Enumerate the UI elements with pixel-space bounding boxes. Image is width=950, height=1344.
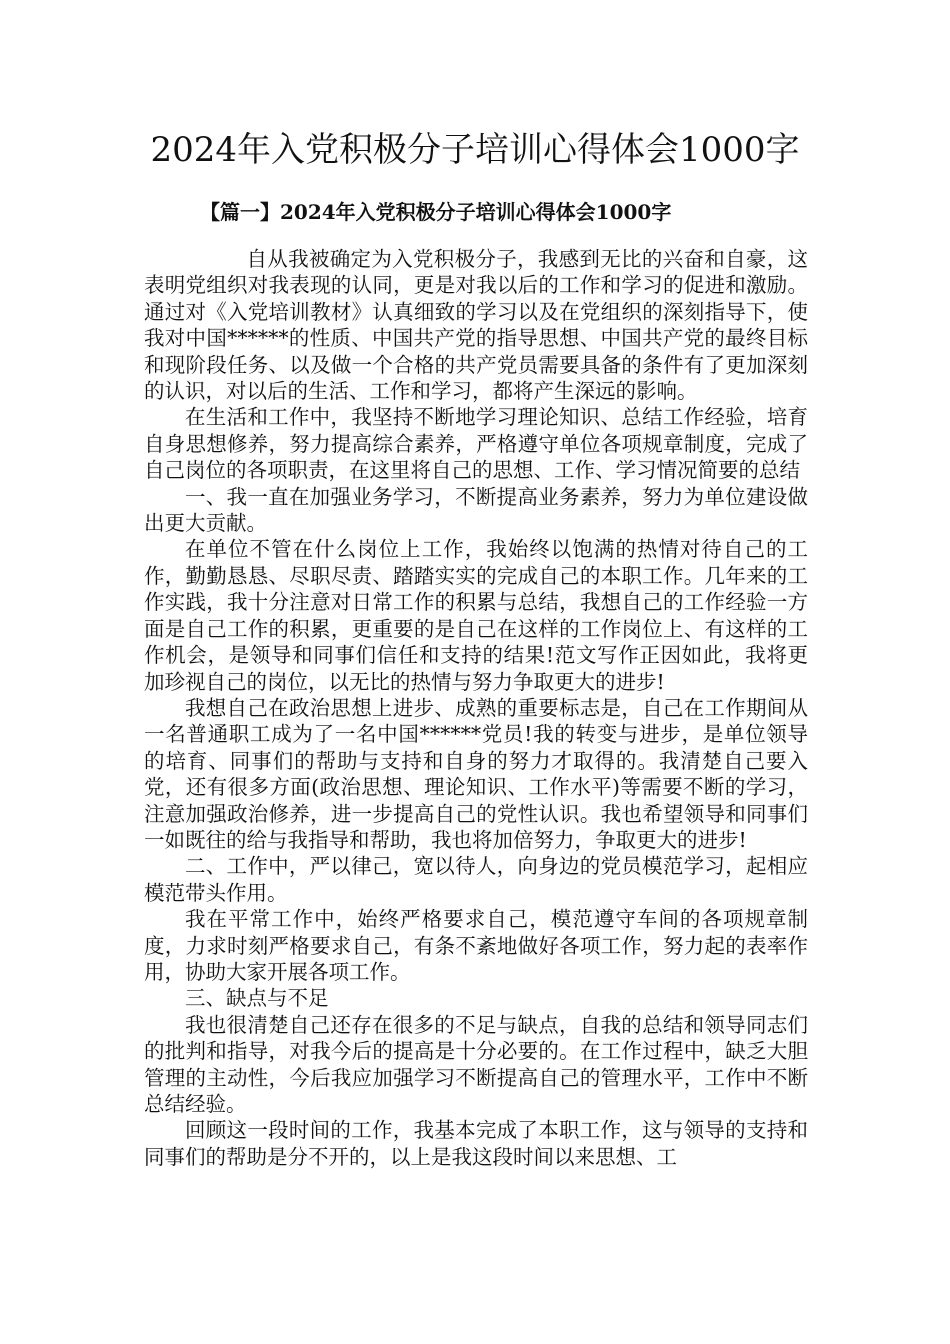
paragraph: 我在平常工作中，始终严格要求自己，模范遵守车间的各项规章制度，力求时刻严格要求自己，有条不紊地做好各项工作，努力起的表率作用，协助大家开展各项工作。: [144, 907, 808, 984]
paragraph: 一、我一直在加强业务学习，不断提高业务素养，努力为单位建设做出更大贡献。: [144, 484, 808, 536]
document-title: 2024年入党积极分子培训心得体会1000字: [150, 130, 800, 170]
section-heading: 【篇一】2024年入党积极分子培训心得体会1000字: [200, 200, 672, 224]
paragraph: 二、工作中，严以律己，宽以待人，向身边的党员模范学习，起相应模范带头作用。: [144, 854, 808, 905]
paragraph: 我也很清楚自己还存在很多的不足与缺点，自我的总结和领导同志们的批判和指导，对我今后的提高是十分必要的。在工作过程中，缺乏大胆管理的主动性，今后我应加强学习不断提高自己的管理水平，工作中不断总结经验。: [144, 1012, 808, 1116]
paragraph: 在生活和工作中，我坚持不断地学习理论知识、总结工作经验，培育自身思想修养，努力提高综合素养，严格遵守单位各项规章制度，完成了自己岗位的各项职责，在这里将自己的思想、工作、学习情况简要的总结: [144, 405, 808, 483]
paragraph: 在单位不管在什么岗位上工作，我始终以饱满的热情对待自己的工作，勤勤恳恳、尽职尽责、踏踏实实的完成自己的本职工作。几年来的工作实践，我十分注意对日常工作的积累与总结，我想自己的工作经验一方面是自己工作的积累，更重要的是自己在这样的工作岗位上、有这样的工作机会，是领导和同事们信任和支持的结果!范文写作正因如此，我将更加珍视自己的岗位，以无比的热情与努力争取更大的进步!: [144, 537, 808, 694]
paragraph: 回顾这一段时间的工作，我基本完成了本职工作，这与领导的支持和同事们的帮助是分不开的，以上是我这段时间以来思想、工: [144, 1118, 808, 1169]
paragraph: 我想自己在政治思想上进步、成熟的重要标志是，自己在工作期间从一名普通职工成为了一名中国******党员!我的转变与进步，是单位领导的培育、同事们的帮助与支持和自身的努力才取得的。我清楚自己要入党，还有很多方面(政治思想、理论知识、工作水平)等需要不断的学习，注意加强政治修养，进一步提高自己的党性认识。我也希望领导和同事们一如既往的给与我指导和帮助，我也将加倍努力，争取更大的进步!: [144, 695, 808, 852]
paragraph: 三、缺点与不足: [185, 986, 329, 1011]
document-body: [144, 246, 808, 1170]
paragraph: 自从我被确定为入党积极分子，我感到无比的兴奋和自豪，这表明党组织对我表现的认同，更是对我以后的工作和学习的促进和激励。通过对《入党培训教材》认真细致的学习以及在党组织的深刻指导下，使我对中国******的性质、中国共产党的指导思想、中国共产党的最终目标和现阶段任务、以及做一个合格的共产党员需要具备的条件有了更加深刻的认识，对以后的生活、工作和学习，都将产生深远的影响。: [144, 247, 808, 404]
